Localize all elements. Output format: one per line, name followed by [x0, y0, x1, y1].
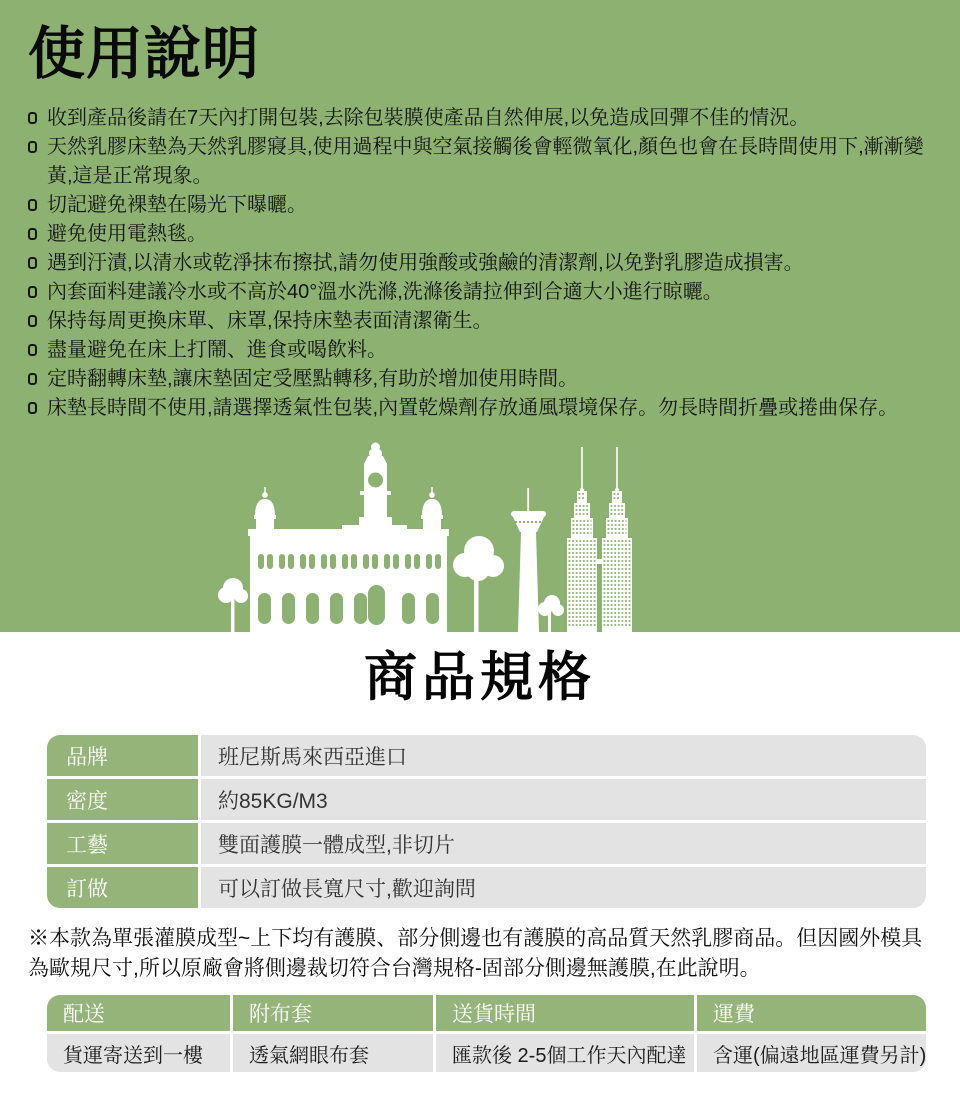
list-item: [28, 249, 936, 278]
spec-label: 訂做: [47, 867, 198, 908]
list-item: [28, 365, 936, 394]
table-header-row: [47, 995, 926, 1031]
square-bullet-icon: [28, 228, 37, 240]
square-bullet-icon: [28, 286, 37, 298]
instruction-text: 遇到汙漬,以清水或乾淨抹布擦拭,請勿使用強酸或強鹼的清潔劑,以免對乳膠造成損害。: [47, 252, 804, 274]
instruction-text: 盡量避免在床上打鬧、進食或喝飲料。: [47, 339, 387, 361]
square-bullet-icon: [28, 199, 37, 211]
square-bullet-icon: [28, 402, 37, 414]
square-bullet-icon: [28, 315, 37, 327]
table-row: [47, 779, 926, 820]
spec-value: 約85KG/M3: [201, 779, 926, 820]
table-cell: 含運(偏遠地區運費另計): [697, 1034, 926, 1072]
spec-note: ※本款為單張灌膜成型~上下均有護膜、部分側邊也有護膜的高品質天然乳膠商品。但因國外模具為歐規尺寸,所以原廠會將側邊裁切符合台灣規格-固部分側邊無護膜,在此說明。: [28, 927, 923, 980]
spec-title: 商品規格: [364, 648, 596, 707]
spec-value: 可以訂做長寬尺寸,歡迎詢問: [201, 867, 926, 908]
instruction-text: 天然乳膠床墊為天然乳膠寢具,使用過程中與空氣接觸後會輕微氧化,顏色也會在長時間使用下,漸漸變黃,這是正常現象。: [47, 136, 924, 187]
column-header: 運費: [697, 995, 926, 1031]
spec-table: [47, 735, 926, 908]
table-row: [47, 735, 926, 776]
table-cell: 匯款後 2-5個工作天內配達: [436, 1034, 694, 1072]
instruction-list: [28, 104, 936, 423]
list-item: [28, 336, 936, 365]
spec-label: 品牌: [47, 735, 198, 776]
list-item: [28, 133, 936, 191]
usage-title: 使用說明: [28, 22, 260, 86]
list-item: [28, 278, 936, 307]
list-item: [28, 394, 936, 423]
table-cell: 貨運寄送到一樓: [47, 1034, 230, 1072]
instruction-text: 避免使用電熱毯。: [47, 223, 207, 245]
delivery-table: [47, 995, 926, 1072]
list-item: [28, 104, 936, 133]
list-item: [28, 307, 936, 336]
column-header: 送貨時間: [436, 995, 694, 1031]
spec-label: 工藝: [47, 823, 198, 864]
list-item: [28, 220, 936, 249]
square-bullet-icon: [28, 373, 37, 385]
square-bullet-icon: [28, 344, 37, 356]
table-row: [47, 867, 926, 908]
list-item: [28, 191, 936, 220]
square-bullet-icon: [28, 141, 37, 153]
instruction-text: 切記避免裸墊在陽光下曝曬。: [47, 194, 307, 216]
table-row: [47, 823, 926, 864]
spec-value: 班尼斯馬來西亞進口: [201, 735, 926, 776]
column-header: 配送: [47, 995, 230, 1031]
square-bullet-icon: [28, 112, 37, 124]
instruction-text: 定時翻轉床墊,讓床墊固定受壓點轉移,有助於增加使用時間。: [47, 368, 579, 390]
table-row: [47, 1034, 926, 1072]
spec-label: 密度: [47, 779, 198, 820]
table-cell: 透氣網眼布套: [233, 1034, 433, 1072]
column-header: 附布套: [233, 995, 433, 1031]
kuala-lumpur-skyline-icon: [212, 442, 642, 632]
square-bullet-icon: [28, 257, 37, 269]
spec-value: 雙面護膜一體成型,非切片: [201, 823, 926, 864]
product-spec-section: [0, 632, 960, 1072]
instruction-text: 內套面料建議冷水或不高於40°溫水洗滌,洗滌後請拉伸到合適大小進行晾曬。: [47, 281, 723, 303]
instruction-text: 保持每周更換床單、床罩,保持床墊表面清潔衛生。: [47, 310, 493, 332]
instruction-text: 收到產品後請在7天內打開包裝,去除包裝膜使產品自然伸展,以免造成回彈不佳的情況。: [47, 107, 810, 129]
instruction-text: 床墊長時間不使用,請選擇透氣性包裝,內置乾燥劑存放通風環境保存。勿長時間折疊或捲曲保存。: [47, 397, 899, 419]
